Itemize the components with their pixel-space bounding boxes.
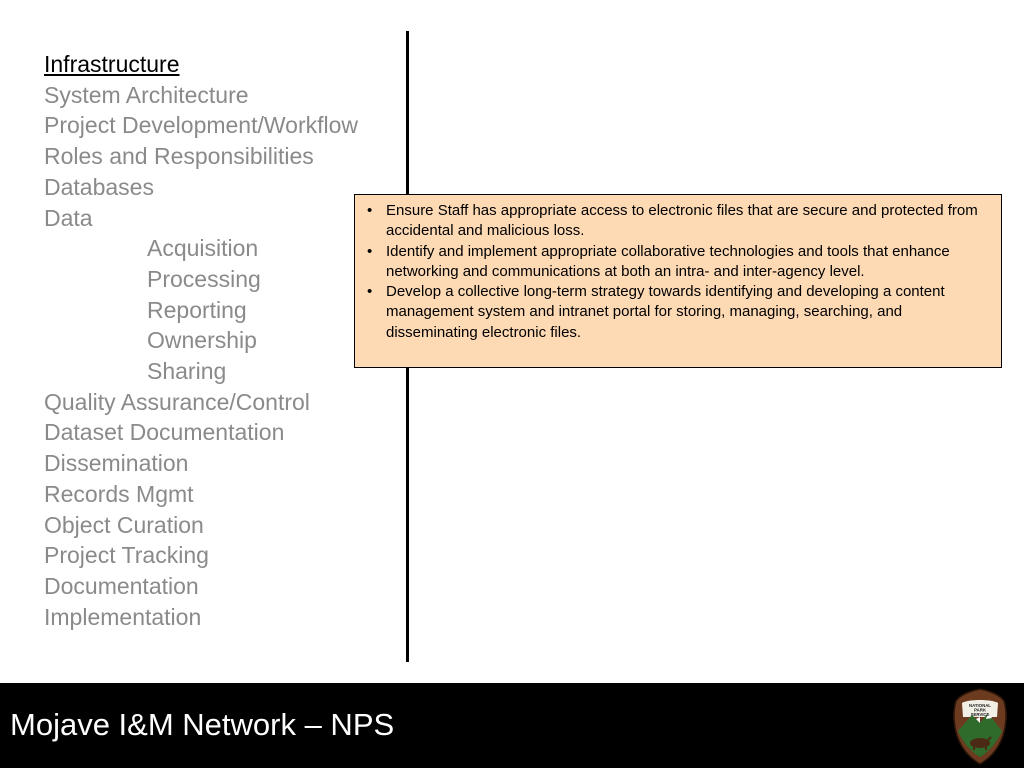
logo-text-national: NATIONAL [969,703,991,708]
outline-subitem-ownership: Ownership [147,327,257,354]
outline-item-implementation: Implementation [44,603,202,630]
goal-bullet-2 [365,242,987,283]
outline-item-system-architecture: System Architecture [44,81,249,108]
footer-title: Mojave I&M Network – NPS [10,707,395,742]
goals-bullet-list [365,201,987,343]
goal-bullet-1-text: Ensure Staff has appropriate access to electronic files that are secure and protected from accidental and malicious loss. [386,202,978,240]
nps-arrowhead-icon [950,687,1010,765]
footer-bar [0,683,1024,768]
bullet-dot-icon: • [367,202,373,219]
outline-item-dissemination: Dissemination [44,450,189,477]
outline-item-quality-assurance: Quality Assurance/Control [44,388,310,415]
outline-item-documentation: Documentation [44,572,199,599]
outline-item-databases: Databases [44,173,154,200]
outline-item-roles: Roles and Responsibilities [44,143,314,170]
goal-bullet-2-text: Identify and implement appropriate collaborative technologies and tools that enhance networking and communications at both an intra- and inter-agency level. [386,242,950,280]
outline-subitem-processing: Processing [147,265,261,292]
logo-text-park: PARK [974,707,986,713]
outline-item-records-mgmt: Records Mgmt [44,480,194,507]
outline-item-project-development: Project Development/Workflow [44,112,359,139]
outline-subitem-reporting: Reporting [147,296,247,323]
goal-bullet-1 [365,201,987,242]
goal-bullet-3-text: Develop a collective long-term strategy towards identifying and developing a content management system and intranet portal for storing, managing, searching, and disseminating electronic files. [386,283,945,341]
outline-item-object-curation: Object Curation [44,511,204,538]
goals-callout-box [354,194,1002,368]
outline-subitem-acquisition: Acquisition [147,235,259,262]
bullet-dot-icon: • [367,283,373,301]
bullet-dot-icon: • [367,242,373,260]
outline-subitem-sharing: Sharing [147,358,227,385]
outline-item-infrastructure: Infrastructure [44,51,180,77]
logo-text-service: SERVICE [970,712,990,717]
outline-item-dataset-documentation: Dataset Documentation [44,419,285,446]
outline-item-data: Data [44,204,93,231]
outline-item-project-tracking: Project Tracking [44,542,209,569]
topic-outline [44,49,358,632]
goal-bullet-3 [365,282,987,343]
